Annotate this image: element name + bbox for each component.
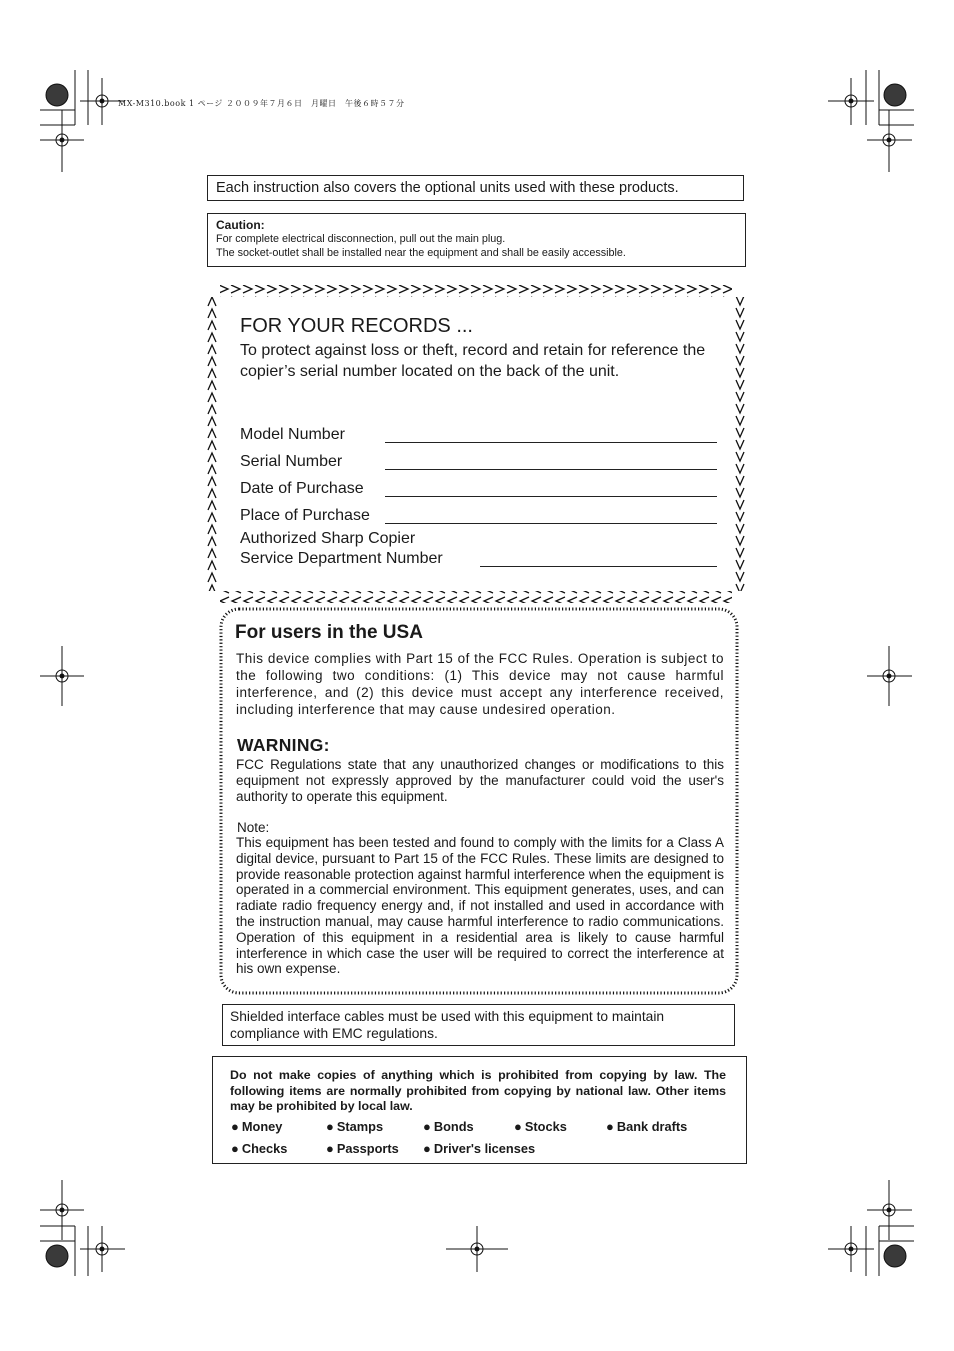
prohibited-item-money: ● Money xyxy=(231,1119,283,1134)
prohibited-item-drivers-licenses: ● Driver's licenses xyxy=(423,1141,536,1156)
records-title: FOR YOUR RECORDS ... xyxy=(240,315,473,337)
date-of-purchase-label: Date of Purchase xyxy=(240,480,364,497)
caution-line: For complete electrical disconnection, pull out the main plug. xyxy=(216,233,506,245)
note-text: This equipment has been tested and found to comply with the limits for a Class A digital device, pursuant to Part 15 of the FCC Rules. These limits are designed to provide reasonable protection against harmful interference when the equipment is operated in a commercial environment. This equipment generates, uses, and can radiate radio frequency energy and, if not installed and used in accordance with the instruction manual, may cause harmful interference to radio communications. Operation of this equipment in a residential area is likely to cause harmful interference in which case the user will be required to correct the interference at his own expense. xyxy=(236,835,724,977)
prohibited-item-stamps: ● Stamps xyxy=(326,1119,384,1134)
warning-text: FCC Regulations state that any unauthorized changes or modifications to this equipment not expressly approved by the manufacturer could void the user's authority to operate this equipment. xyxy=(236,757,724,804)
records-section xyxy=(240,313,730,382)
usa-title: For users in the USA xyxy=(235,622,423,643)
authorized-copier-label: Authorized Sharp Copier xyxy=(240,530,416,547)
prohibited-item-checks: ● Checks xyxy=(231,1141,288,1156)
serial-number-line xyxy=(385,469,717,470)
bullet-icon: ● xyxy=(326,1119,334,1134)
serial-number-label: Serial Number xyxy=(240,453,343,470)
records-description: To protect against loss or theft, record and retain for reference the copier’s serial number located on the back of the unit. xyxy=(240,342,706,380)
prohibited-item-bank-drafts: ● Bank drafts xyxy=(606,1119,688,1134)
prohibited-text: Do not make copies of anything which is prohibited from copying by law. The following items are normally prohibited from copying by national law. Other items may be prohibited by local law. xyxy=(230,1068,726,1113)
date-of-purchase-line xyxy=(385,496,717,497)
prohibited-item-bonds: ● Bonds xyxy=(423,1119,474,1134)
shielded-cable-notice: Shielded interface cables must be used with this equipment to maintain compliance with EMC regulations. xyxy=(222,1004,735,1046)
prohibited-item-passports: ● Passports xyxy=(326,1141,399,1156)
caution-box xyxy=(207,213,746,267)
scope-notice: Each instruction also covers the optional units used with these products. xyxy=(207,175,744,201)
prohibited-item-stocks: ● Stocks xyxy=(514,1119,567,1134)
warning-title: WARNING: xyxy=(237,735,330,755)
print-header: MX-M310.book 1 ページ ２００９年７月６日 月曜日 午後６時５７分 xyxy=(118,99,405,108)
bullet-icon: ● xyxy=(514,1119,522,1134)
bullet-icon: ● xyxy=(326,1141,334,1156)
caution-title: Caution: xyxy=(216,218,265,232)
service-department-label: Service Department Number xyxy=(240,550,443,567)
model-number-label: Model Number xyxy=(240,426,345,443)
service-department-line xyxy=(480,566,717,567)
bullet-icon: ● xyxy=(423,1141,431,1156)
bullet-icon: ● xyxy=(231,1119,239,1134)
place-of-purchase-label: Place of Purchase xyxy=(240,507,370,524)
note-label: Note: xyxy=(237,820,270,835)
bullet-icon: ● xyxy=(606,1119,614,1134)
place-of-purchase-line xyxy=(385,523,717,524)
bullet-icon: ● xyxy=(231,1141,239,1156)
fcc-compliance-text: This device complies with Part 15 of the FCC Rules. Operation is subject to the following two conditions: (1) This device may not cause harmful interference, and (2) this device must accept any interference received, including interference that may cause undesired operation. xyxy=(236,651,724,717)
bullet-icon: ● xyxy=(423,1119,431,1134)
model-number-line xyxy=(385,442,717,443)
caution-line: The socket-outlet shall be installed near the equipment and shall be easily accessible. xyxy=(216,247,626,259)
